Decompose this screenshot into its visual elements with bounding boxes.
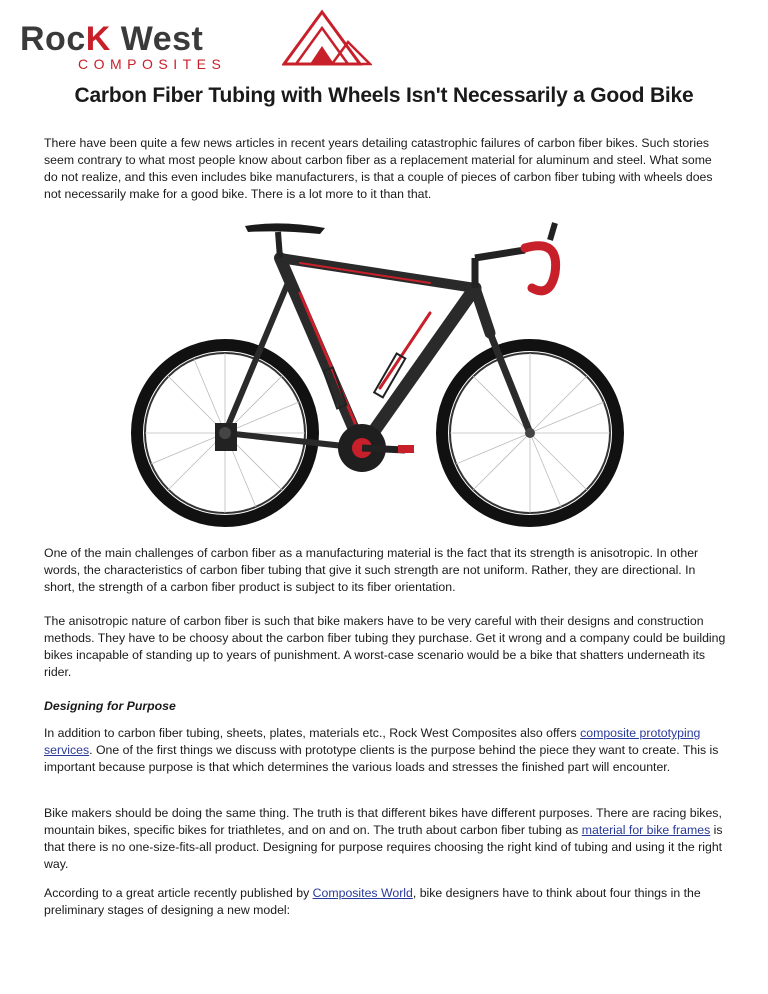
logo-wordmark: RocK West [20, 20, 204, 58]
bike-frames-material-link[interactable]: material for bike frames [581, 823, 711, 837]
road-bike-photo [130, 218, 630, 533]
composites-world-link[interactable]: Composites World [312, 886, 413, 900]
mountain-peaks-logo-icon [282, 8, 372, 66]
composites-world-paragraph: According to a great article recently published by Composites World, bike designers have to think about four things in the preliminary stages of designing a new model: [44, 886, 701, 917]
bike-purpose-paragraph: Bike makers should be doing the same thing. The truth is that different bikes have different purposes. There are racing bikes, mountain bikes, specific bikes for triathletes, and on and on. The truth about carbon fiber tubing as material for bike frames is that there is no one-size-fits-all product. Designing for purpose requires choosing the right kind of tubing and using it the right way. [44, 806, 723, 871]
intro-paragraph: There have been quite a few news articles in recent years detailing catastrophic failures of carbon fiber bikes. Such stories seem contrary to what most people know about carbon fiber as a replacement material for aluminum and steel. What some do not realize, and this even includes bike manufacturers, is that a couple of pieces of carbon fiber tubing with wheels does not necessarily make for a good bike. There is a lot more to it than that. [44, 136, 713, 201]
section-heading: Designing for Purpose [44, 699, 176, 713]
design-care-paragraph: The anisotropic nature of carbon fiber is such that bike makers have to be very careful with their designs and construction methods. They have to be choosy about the carbon fiber tubing they purchase. Get it wrong and a company could be building bikes incapable of standing up to years of punishment. A worst-case scenario would be a bike that shatters underneath its rider. [44, 614, 726, 679]
company-logo [20, 8, 370, 70]
composite-prototyping-link[interactable]: composite prototyping services [44, 726, 701, 757]
page-title: Carbon Fiber Tubing with Wheels Isn't Necessarily a Good Bike [74, 84, 694, 107]
logo-subtitle: COMPOSITES [78, 56, 227, 72]
prototyping-paragraph: In addition to carbon fiber tubing, sheets, plates, materials etc., Rock West Composites also offers composite prototyping services. One of the first things we discuss with prototype clients is the purpose behind the piece they want to create. This is important because purpose is that which determines the various loads and stresses the finished part will encounter. [44, 726, 719, 774]
anisotropic-paragraph: One of the main challenges of carbon fiber as a manufacturing material is the fact that its strength is anisotropic. In other words, the characteristics of carbon fiber tubing that give it such strength are not uniform. Rather, they are directional. In short, the strength of a carbon fiber product is subject to its fiber orientation. [44, 546, 699, 594]
